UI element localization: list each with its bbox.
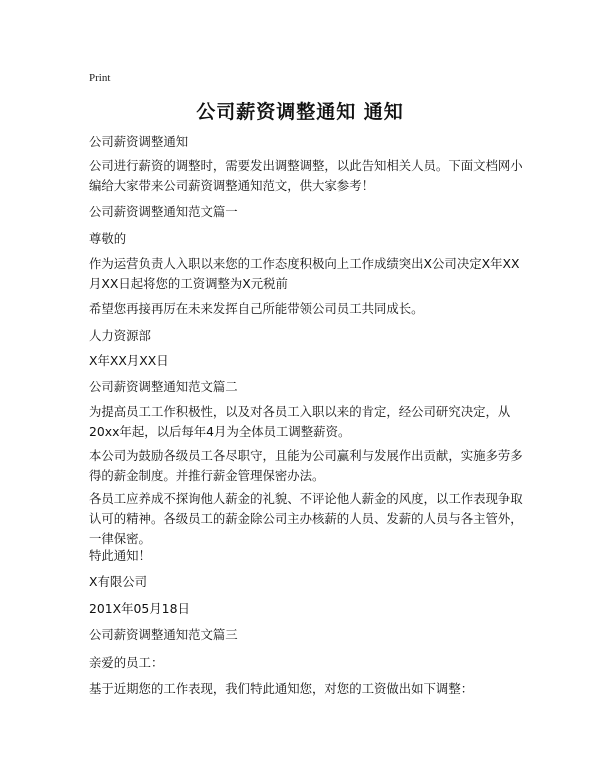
paragraph: 作为运营负责人入职以来您的工作态度积极向上工作成绩突出X公司决定X年XX月XX日起将您的工资调整为X元税前 [89,256,520,291]
paragraph: 公司薪资调整通知 [89,134,189,149]
paragraph: 公司薪资调整通知范文篇一 [89,204,238,219]
paragraph: X有限公司 [89,574,148,589]
paragraph: 为提高员工工作积极性，以及对各员工入职以来的肯定，经公司研究决定，从20xx年起，以后每年4月为全体员工调整薪资。 [89,404,511,439]
paragraph: 尊敬的 [89,231,127,246]
paragraph: 各员工应养成不探询他人薪金的礼貌、不评论他人薪金的风度，以工作表现争取认可的精神。各级员工的薪金除公司主办核薪的人员、发薪的人员与各主管外，一律保密。 [89,491,523,546]
paragraph: 公司进行薪资的调整时，需要发出调整调整，以此告知相关人员。下面文档网小编给大家带来公司薪资调整通知范文，供大家参考！ [89,158,523,193]
paragraph: 公司薪资调整通知范文篇三 [89,627,238,642]
paragraph: 本公司为鼓励各级员工各尽职守，且能为公司赢利与发展作出贡献，实施多劳多得的薪金制度。并推行薪金管理保密办法。 [89,448,523,483]
paragraph: 公司薪资调整通知范文篇二 [89,379,238,394]
paragraph: 人力资源部 [89,328,151,343]
paragraph: 亲爱的员工： [89,655,164,670]
paragraph: 特此通知！ [89,548,151,563]
paragraph: 希望您再接再厉在未来发挥自己所能带领公司员工共同成长。 [89,301,424,316]
print-label[interactable]: Print [89,72,111,84]
page-title: 公司薪资调整通知 通知 [196,101,404,123]
paragraph: 201X年05月18日 [89,601,190,616]
paragraph: 基于近期您的工作表现，我们特此通知您，对您的工资做出如下调整： [89,681,474,696]
paragraph: X年XX月XX日 [89,353,169,368]
